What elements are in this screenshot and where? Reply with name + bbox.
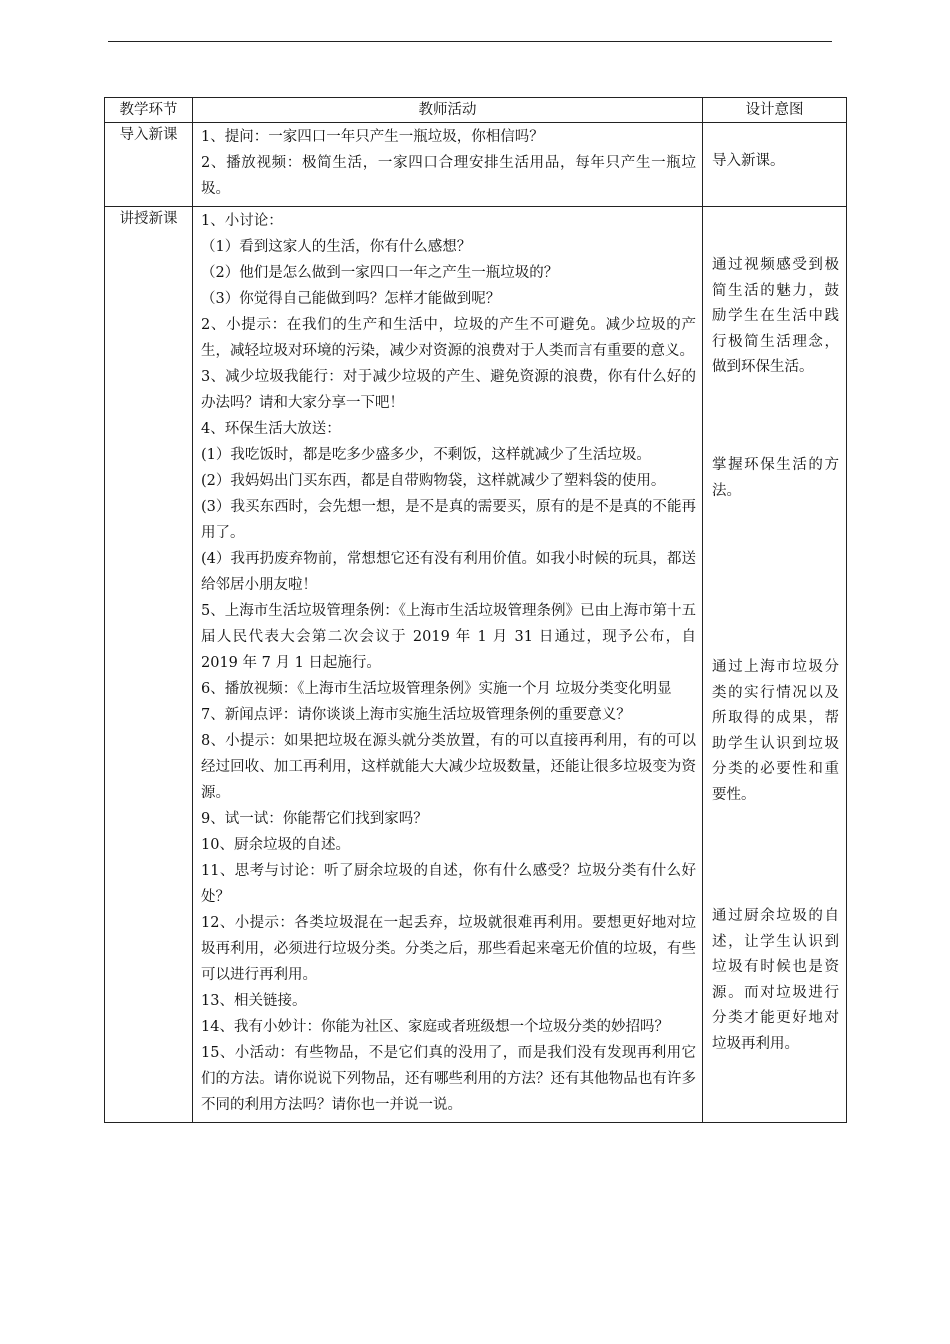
activity-item: 7、新闻点评：请你谈谈上海市实施生活垃圾管理条例的重要意义？ xyxy=(201,707,631,723)
stage-cell: 导入新课 xyxy=(105,123,193,207)
activity-item: 9、试一试：你能帮它们找到家吗？ xyxy=(201,811,428,827)
intent-note: 掌握环保生活的方法。 xyxy=(712,457,839,499)
activity-item: 1、提问：一家四口一年只产生一瓶垃圾，你相信吗？ xyxy=(201,129,544,145)
activity-item: 5、上海市生活垃圾管理条例：《上海市生活垃圾管理条例》已由上海市第十五届人民代表大会第二次会议于 2019 年 1 月 31 日通过，现予公布，自 2019 年 7 月 1 日起施行。 xyxy=(201,603,696,671)
activity-item: 6、播放视频：《上海市生活垃圾管理条例》实施一个月 垃圾分类变化明显 xyxy=(201,681,672,697)
activity-item: 2、小提示：在我们的生产和生活中，垃圾的产生不可避免。减少垃圾的产生，减轻垃圾对环境的污染，减少对资源的浪费对于人类而言有重要的意义。 xyxy=(201,317,696,359)
intent-note: 通过厨余垃圾的自述，让学生认识到垃圾有时候也是资源。而对垃圾进行分类才能更好地对垃圾再利用。 xyxy=(712,908,839,1052)
intent-note: 导入新课。 xyxy=(712,153,785,169)
activity-item: （2）他们是怎么做到一家四口一年之产生一瓶垃圾的？ xyxy=(201,265,559,281)
activity-item: (4）我再扔废弃物前，常想想它还有没有利用价值。如我小时候的玩具，都送给邻居小朋友啦！ xyxy=(201,551,696,593)
activity-item: （1）看到这家人的生活，你有什么感想？ xyxy=(201,239,472,255)
header-rule xyxy=(108,41,832,42)
activity-item: （3）你觉得自己能做到吗？怎样才能做到呢？ xyxy=(201,291,501,307)
activity-item: 12、小提示：各类垃圾混在一起丢弃，垃圾就很难再利用。要想更好地对垃圾再利用，必须进行垃圾分类。分类之后，那些看起来毫无价值的垃圾，有些可以进行再利用。 xyxy=(201,915,696,983)
activity-item: 3、减少垃圾我能行：对于减少垃圾的产生、避免资源的浪费，你有什么好的办法吗？请和大家分享一下吧！ xyxy=(201,369,696,411)
intent-note: 通过视频感受到极简生活的魅力，鼓励学生在生活中践行极简生活理念，做到环保生活。 xyxy=(712,257,839,376)
table-row xyxy=(105,123,847,207)
activity-item: (2）我妈妈出门买东西，都是自带购物袋，这样就减少了塑料袋的使用。 xyxy=(201,473,666,489)
stage-cell: 讲授新课 xyxy=(105,207,193,1123)
activity-item: 2、播放视频：极简生活，一家四口合理安排生活用品，每年只产生一瓶垃圾。 xyxy=(201,155,696,197)
activity-cell xyxy=(193,123,703,207)
activity-item: 15、小活动：有些物品，不是它们真的没用了，而是我们没有发现再利用它们的方法。请你说说下列物品，还有哪些利用的方法？还有其他物品也有许多不同的利用方法吗？请你也一并说一说。 xyxy=(201,1045,696,1113)
activity-item: 11、思考与讨论：听了厨余垃圾的自述，你有什么感受？垃圾分类有什么好处？ xyxy=(201,863,696,905)
activity-item: 13、相关链接。 xyxy=(201,993,307,1009)
table-header-row xyxy=(105,98,847,123)
activity-item: 8、小提示：如果把垃圾在源头就分类放置，有的可以直接再利用，有的可以经过回收、加工再利用，这样就能大大减少垃圾数量，还能让很多垃圾变为资源。 xyxy=(201,733,696,801)
header-activity: 教师活动 xyxy=(193,98,703,123)
header-intent: 设计意图 xyxy=(703,98,847,123)
intent-cell xyxy=(703,123,847,207)
intent-note: 通过上海市垃圾分类的实行情况以及所取得的成果，帮助学生认识到垃圾分类的必要性和重要性。 xyxy=(712,659,839,803)
activity-item: 1、小讨论： xyxy=(201,213,283,229)
activity-item: 14、我有小妙计：你能为社区、家庭或者班级想一个垃圾分类的妙招吗？ xyxy=(201,1019,669,1035)
intent-cell xyxy=(703,207,847,1123)
activity-item: (1）我吃饭时，都是吃多少盛多少，不剩饭，这样就减少了生活垃圾。 xyxy=(201,447,651,463)
activity-item: 4、环保生活大放送： xyxy=(201,421,341,437)
activity-cell xyxy=(193,207,703,1123)
header-stage: 教学环节 xyxy=(105,98,193,123)
activity-item: 10、厨余垃圾的自述。 xyxy=(201,837,350,853)
activity-item: (3）我买东西时，会先想一想，是不是真的需要买，原有的是不是真的不能再用了。 xyxy=(201,499,696,541)
table-row xyxy=(105,207,847,1123)
lesson-plan-table xyxy=(104,97,847,1123)
